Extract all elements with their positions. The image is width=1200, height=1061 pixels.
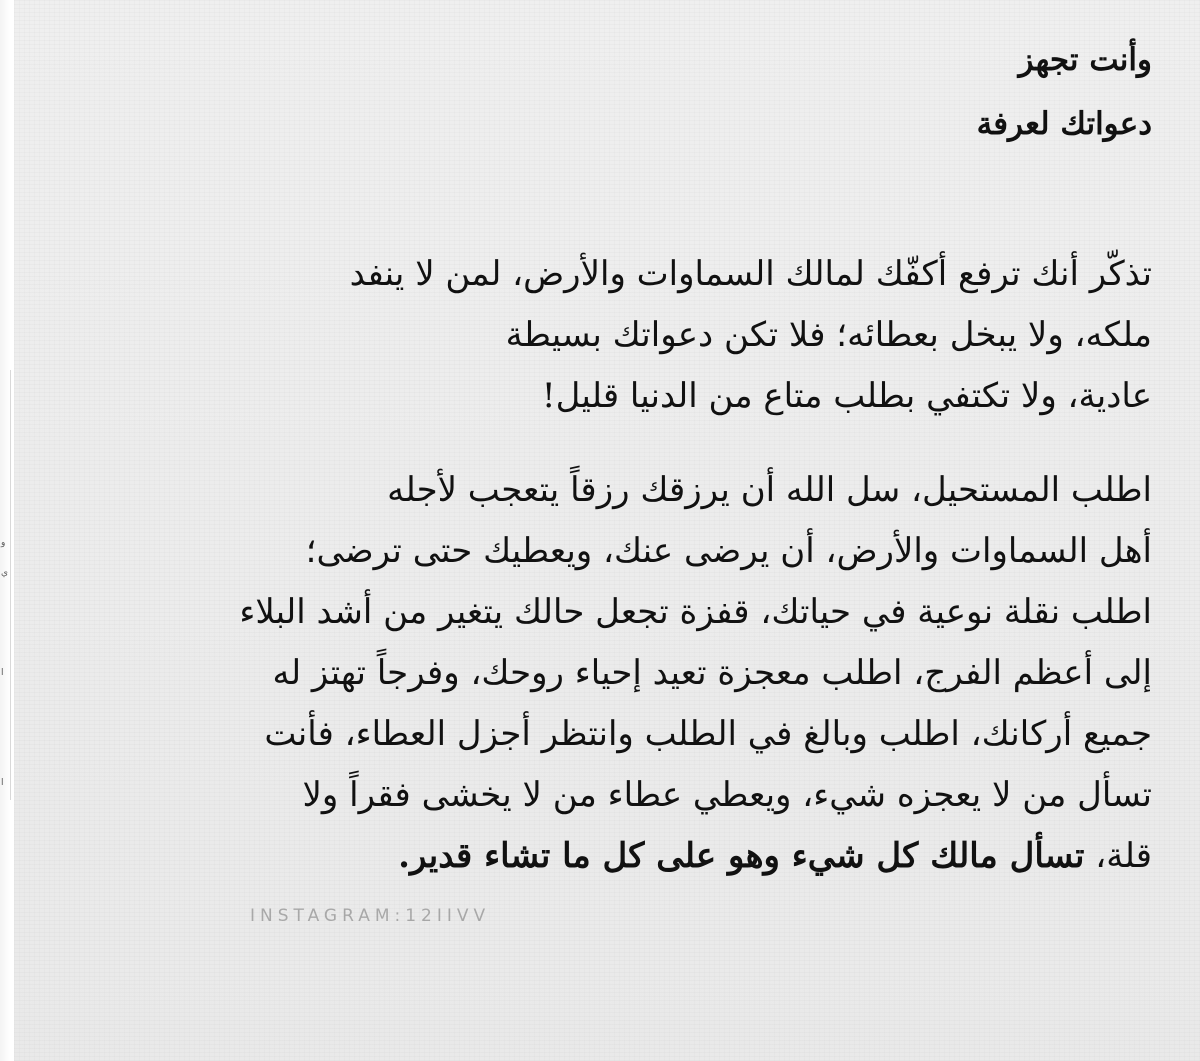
paragraph-2 [122, 460, 1152, 887]
paragraph-line: جميع أركانك، اطلب وبالغ في الطلب وانتظر أجزل العطاء، فأنت [264, 714, 1152, 754]
adjacent-page-glyph: ا [1, 668, 4, 678]
paragraph-line: اطلب المستحيل، سل الله أن يرزقك رزقاً يتعجب لأجله [387, 470, 1152, 510]
paragraph-1 [122, 244, 1152, 427]
paragraph-line: ملكه، ولا يبخل بعطائه؛ فلا تكن دعواتك بسيطة [505, 315, 1152, 355]
paragraph-line: تسأل من لا يعجزه شيء، ويعطي عطاء من لا يخشى فقراً ولا [302, 775, 1152, 815]
title-line-2: دعواتك لعرفة [976, 106, 1152, 142]
page-content [122, 28, 1152, 887]
closing-bold-phrase: تسأل مالك كل شيء وهو على كل ما تشاء قدير. [398, 836, 1085, 876]
adjacent-page-strip [0, 370, 11, 800]
title-line-1: وأنت تجهز [1018, 42, 1152, 78]
adjacent-page-glyph: ا [1, 778, 4, 788]
paragraph-line: تذكّر أنك ترفع أكفّك لمالك السماوات والأرض، لمن لا ينفد [349, 254, 1152, 294]
last-line-start: قلة، [1084, 836, 1152, 876]
paragraph-line: اطلب نقلة نوعية في حياتك، قفزة تجعل حالك يتغير من أشد البلاء [239, 592, 1152, 632]
adjacent-page-glyph: و [1, 538, 6, 548]
paper-page [14, 0, 1200, 1061]
paragraph-line: إلى أعظم الفرج، اطلب معجزة تعيد إحياء روحك، وفرجاً تهتز له [272, 653, 1152, 693]
instagram-watermark: INSTAGRAM:12IIVV [250, 906, 491, 926]
paragraph-line: أهل السماوات والأرض، أن يرضى عنك، ويعطيك حتى ترضى؛ [305, 531, 1152, 571]
paragraph-line: عادية، ولا تكتفي بطلب متاع من الدنيا قليل! [541, 376, 1152, 416]
paragraph-last-line [122, 826, 1152, 887]
adjacent-page-glyph: ي [1, 568, 9, 578]
